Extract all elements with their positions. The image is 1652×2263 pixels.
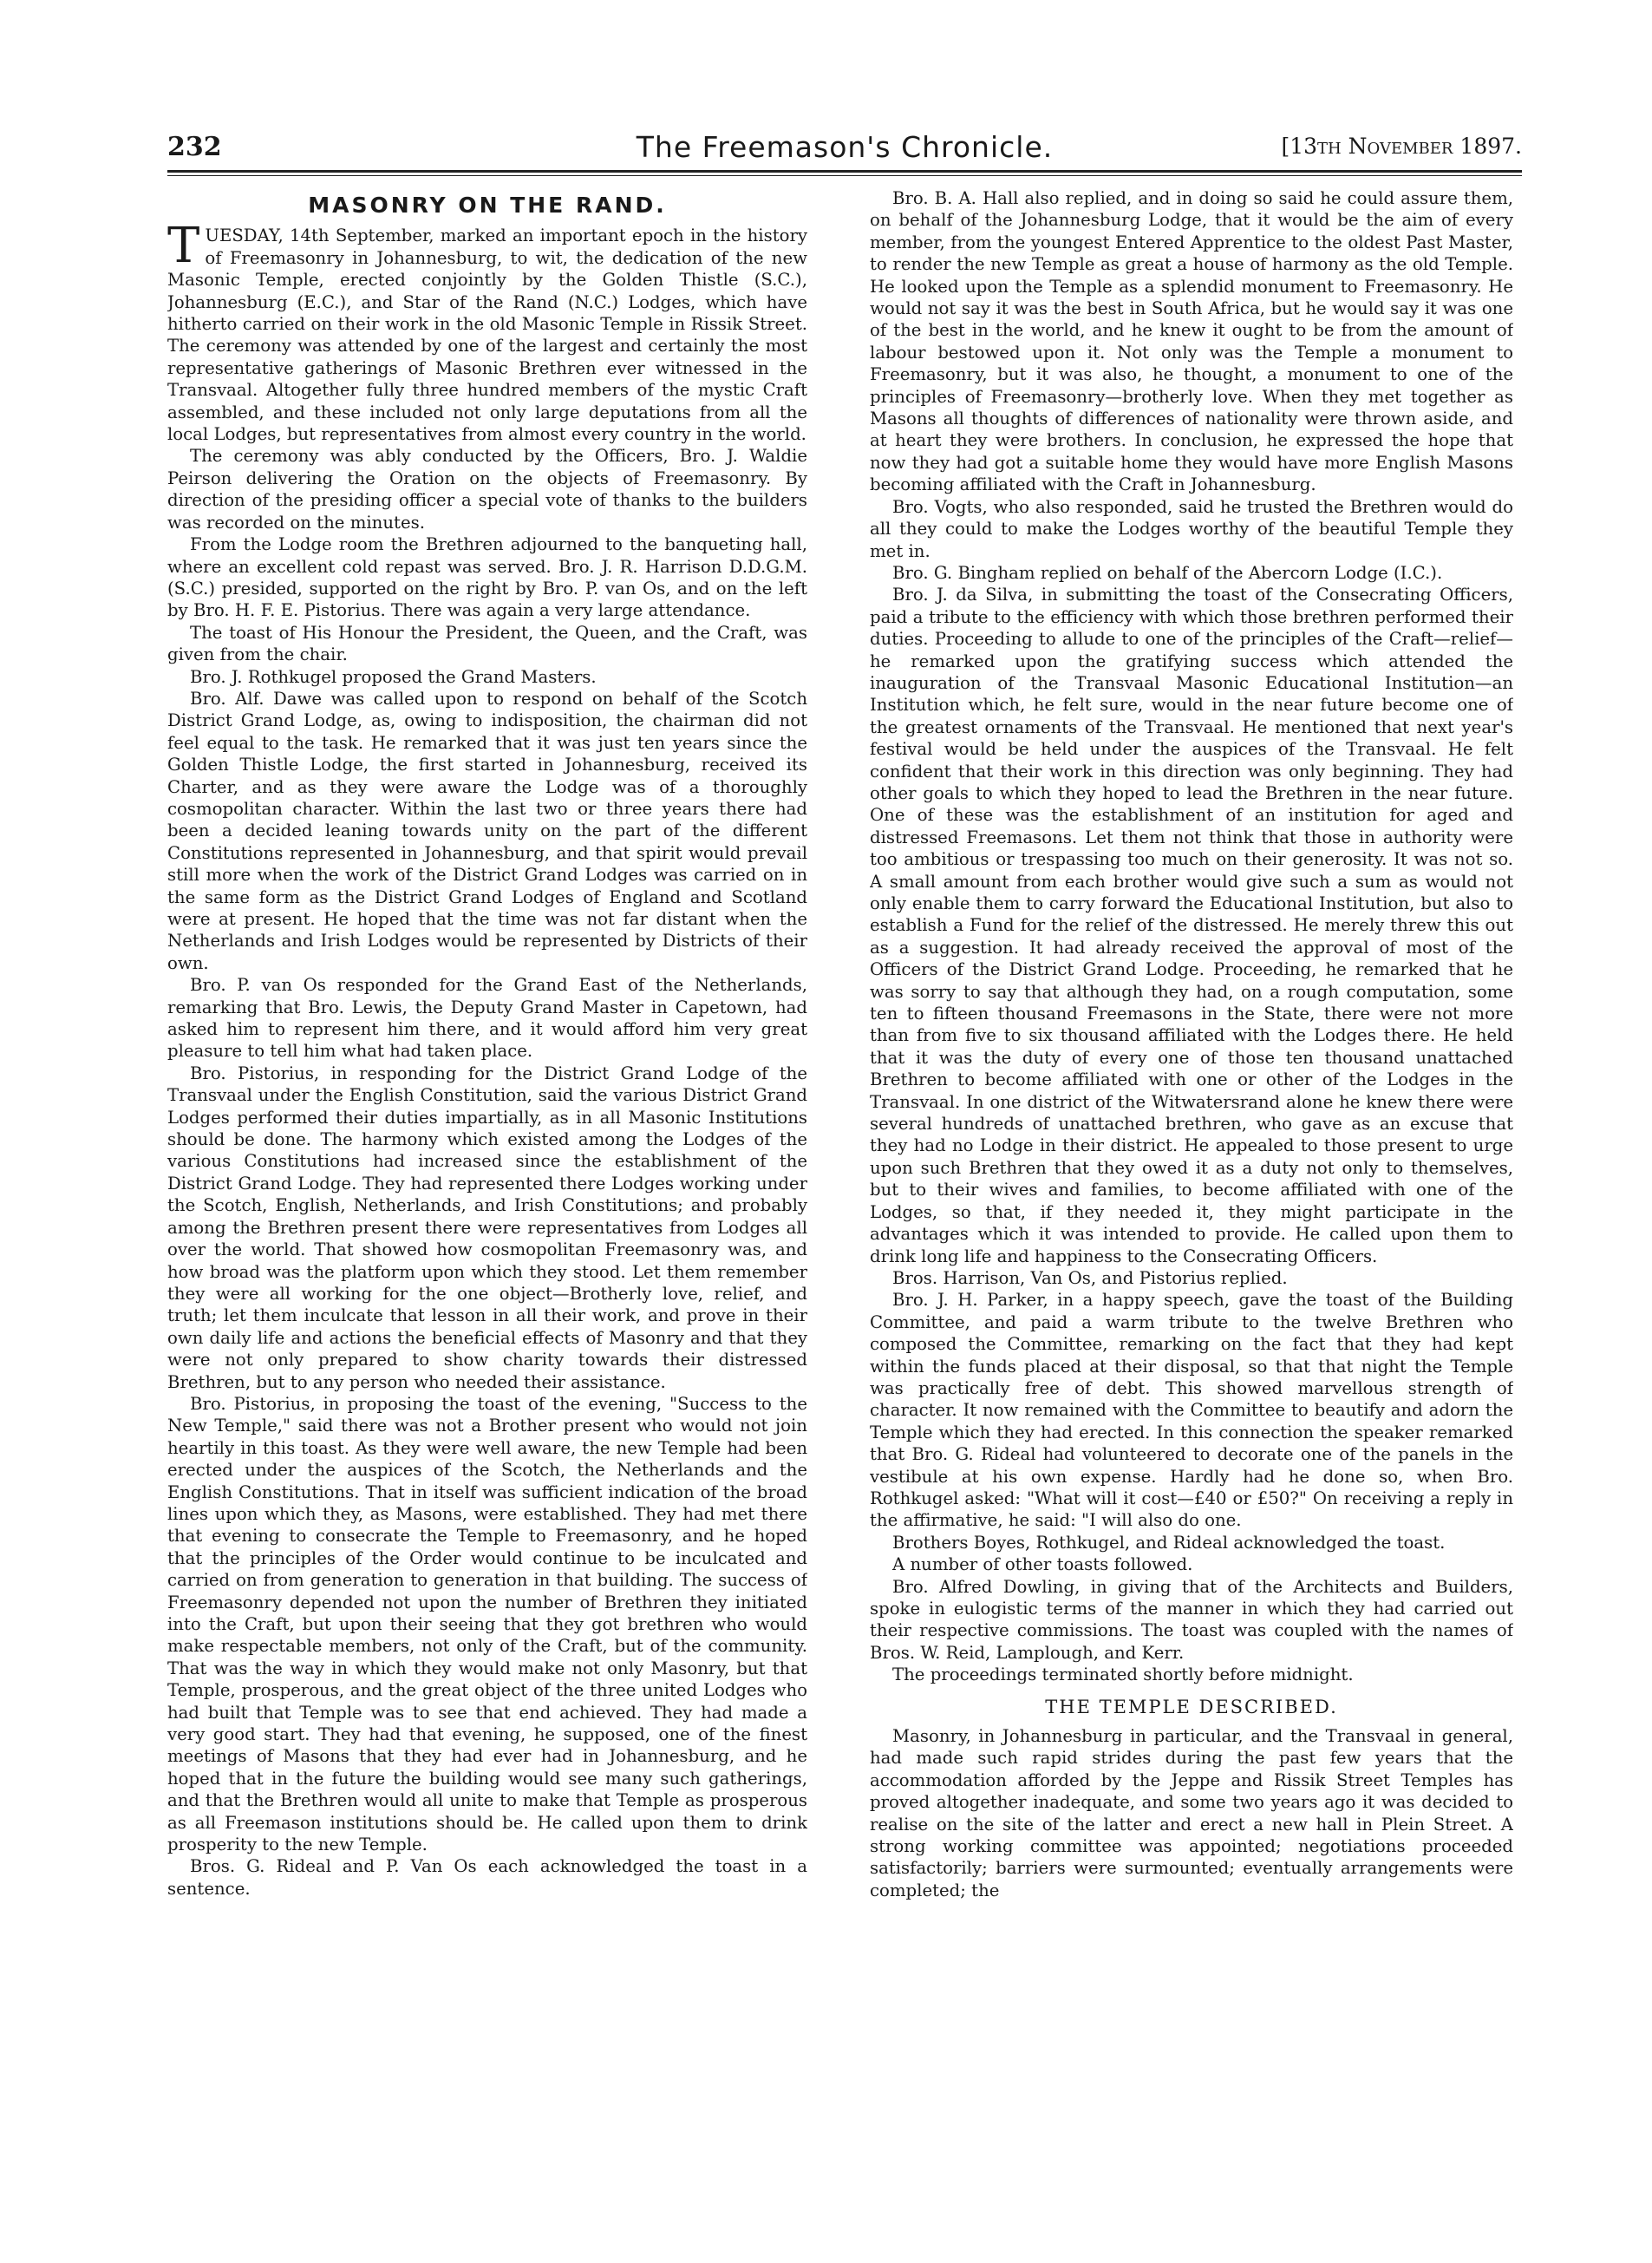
header-rule-thin	[167, 175, 1522, 176]
right-column	[870, 187, 1513, 2130]
paragraph: Masonry, in Johannesburg in particular, and the Transvaal in general, had made such rapid strides during the past few years that the accommodation afforded by the Jeppe and Rissik Street Temples has proved altogether inadequate, and some two years ago it was decided to realise on the site of the latter and erect a new hall in Plein Street. A strong working committee was appointed; negotiations proceeded satisfactorily; barriers were surmounted; eventually arrangements were completed; the	[870, 1726, 1513, 1900]
paragraph: Bro. J. Rothkugel proposed the Grand Masters.	[190, 666, 597, 687]
paragraph: The toast of His Honour the President, the Queen, and the Craft, was given from the chair.	[167, 622, 807, 665]
paragraph: Bro. Pistorius, in responding for the District Grand Lodge of the Transvaal under the English Constitution, said the various District Grand Lodges performed their duties impartially, as in all Masonic Institutions should be done. The harmony which existed among the Lodges of the various Constitutions had increased since the establishment of the District Grand Lodge. They had represented there Lodges working under the Scotch, English, Netherlands, and Irish Constitutions; and probably among the Brethren present there were representatives from Lodges all over the world. That showed how cosmopolitan Freemasonry was, and how broad was the platform upon which they stood. Let them remember they were all working for the one object—Brotherly love, relief, and truth; let them inculcate that lesson in all their work, and prove in their own daily life and actions the beneficial effects of Masonry and that they were not only prepared to show charity towards their distressed Brethren, but to any person who needed their assistance.	[167, 1063, 807, 1392]
left-column	[167, 187, 807, 2130]
paragraph: The proceedings terminated shortly before midnight.	[892, 1665, 1354, 1685]
paragraph: From the Lodge room the Brethren adjourned to the banqueting hall, where an excellent cold repast was served. Bro. J. R. Harrison D.D.G.M. (S.C.) presided, supported on the right by Bro. P. van Os, and on the left by Bro. H. F. E. Pistorius. There was again a very large attendance.	[167, 534, 807, 621]
paragraph: Bro. P. van Os responded for the Grand East of the Netherlands, remarking that Bro. Lewis, the Deputy Grand Master in Capetown, had asked him to represent him there, and it would afford him very great pleasure to tell him what had taken place.	[167, 975, 807, 1062]
paragraph: The ceremony was ably conducted by the Officers, Bro. J. Waldie Peirson delivering the Oration on the objects of Freemasonry. By direction of the presiding officer a special vote of thanks to the builders was recorded on the minutes.	[167, 446, 807, 533]
paragraph: Bro. J. da Silva, in submitting the toast of the Consecrating Officers, paid a tribute to the efficiency with which those brethren performed their duties. Proceeding to allude to one of the principles of the Craft—relief—he remarked upon the gratifying success which attended the inauguration of the Transvaal Masonic Educational Institution—an Institution which, he felt sure, would in the near future become one of the greatest ornaments of the Transvaal. He mentioned that next year's festival would be held under the auspices of the Transvaal. He felt confident that their work in this direction was only beginning. They had other goals to which they hoped to lead the Brethren in the near future. One of these was the establishment of an institution for aged and distressed Freemasons. Let them not think that those in authority were too ambitious or trespassing too much on their generosity. It was not so. A small amount from each brother would give such a sum as would not only enable them to carry forward the Educational Institution, but also to establish a Fund for the relief of the distressed. He merely threw this out as a suggestion. It had already received the approval of most of the Officers of the District Grand Lodge. Proceeding, he remarked that he was sorry to say that although they had, on a rough computation, some ten to fifteen thousand Freemasons in the State, there were not more than from five to six thousand affiliated with the Lodges there. He held that it was the duty of every one of those ten thousand unattached Brethren to become affiliated with one or other of the Lodges in the Transvaal. In one district of the Witwatersrand alone he knew there were several hundreds of unattached brethren, who gave as an excuse that they had no Lodge in their district. He appealed to those present to urge upon such Brethren that they owed it as a duty not only to themselves, but to their wives and families, to become affiliated with one of the Lodges, so that, if they needed it, they might participate in the advantages which it was intended to provide. He called upon them to drink long life and happiness to the Consecrating Officers.	[870, 585, 1513, 1266]
section-heading: THE TEMPLE DESCRIBED.	[1045, 1696, 1338, 1717]
paragraph: Bro. J. H. Parker, in a happy speech, gave the toast of the Building Committee, and paid a warm tribute to the twelve Brethren who composed the Committee, remarking on the fact that they had kept within the funds placed at their disposal, so that that night the Temple was practically free of debt. This showed marvellous strength of character. It now remained with the Committee to beautify and adorn the Temple which they had erected. In this connection the speaker remarked that Bro. G. Rideal had volunteered to decorate one of the panels in the vestibule at his own expense. Hardly had he done so, when Bro. Rothkugel asked: "What will it cost—£40 or £50?" On receiving a reply in the affirmative, he said: "I will also do one.	[870, 1290, 1513, 1531]
page-header	[167, 130, 1522, 167]
paragraph: A number of other toasts followed.	[892, 1554, 1193, 1575]
paragraph: Brothers Boyes, Rothkugel, and Rideal acknowledged the toast.	[892, 1532, 1446, 1553]
paragraph: Bro. Alf. Dawe was called upon to respond on behalf of the Scotch District Grand Lodge, as, owing to indisposition, the chairman did not feel equal to the task. He remarked that it was just ten years since the Golden Thistle Lodge, the first started in Johannesburg, received its Charter, and as they were aware the Lodge was of a thoroughly cosmopolitan character. Within the last two or three years there had been a decided leaning towards unity on the part of the different Constitutions represented in Johannesburg, and that spirit would prevail still more when the work of the District Grand Lodges was carried on in the same form as the District Grand Lodges of England and Scotland were at present. He hoped that the time was not far distant when the Netherlands and Irish Lodges would be represented by Districts of their own.	[167, 688, 807, 973]
paragraph: Bros. Harrison, Van Os, and Pistorius replied.	[892, 1267, 1288, 1288]
paragraph: Bro. Vogts, who also responded, said he trusted the Brethren would do all they could to make the Lodges worthy of the beautiful Temple they met in.	[870, 496, 1513, 561]
article-title: MASONRY ON THE RAND.	[308, 193, 667, 218]
paragraph: Bros. G. Rideal and P. Van Os each acknowledged the toast in a sentence.	[167, 1856, 807, 1899]
lead-paragraph-text: UESDAY, 14th September, marked an important epoch in the history of Freemasonry in Johannesburg, to wit, the dedication of the new Masonic Temple, erected conjointly by the Golden Thistle (S.C.), Johannesburg (E.C.), and Star of the Rand (N.C.) Lodges, which have hitherto carried on their work in the old Masonic Temple in Rissik Street. The ceremony was attended by one of the largest and certainly the most representative gatherings of Masonic Brethren ever witnessed in the Transvaal. Altogether fully three hundred members of the mystic Craft assembled, and these included not only large deputations from all the local Lodges, but representatives from almost every country in the world.	[167, 226, 807, 445]
paragraph: Bro. Alfred Dowling, in giving that of the Architects and Builders, spoke in eulogistic terms of the manner in which they had carried out their respective commissions. The toast was coupled with the names of Bros. W. Reid, Lamplough, and Kerr.	[870, 1576, 1513, 1663]
paragraph: Bro. G. Bingham replied on behalf of the Abercorn Lodge (I.C.).	[892, 562, 1443, 583]
paragraph: Bro. B. A. Hall also replied, and in doing so said he could assure them, on behalf of the Johannesburg Lodge, that it would be the aim of every member, from the youngest Entered Apprentice to the oldest Past Master, to render the new Temple as great a house of harmony as the old Temple. He looked upon the Temple as a splendid monument to Freemasonry. He would not say it was the best in South Africa, but he would say it was one of the best in the world, and he knew it ought to be from the amount of labour bestowed upon it. Not only was the Temple a monument to Freemasonry, but it was also, he thought, a monument to one of the principles of Freemasonry—brotherly love. When they met together as Masons all thoughts of differences of nationality were thrown aside, and at heart they were brothers. In conclusion, he expressed the hope that now they had got a suitable home they would have more English Masons becoming affiliated with the Craft in Johannesburg.	[870, 188, 1513, 495]
paragraph: Bro. Pistorius, in proposing the toast of the evening, "Success to the New Temple," said there was not a Brother present who would not join heartily in this toast. As they were well aware, the new Temple had been erected under the auspices of the Scotch, the Netherlands and the English Constitutions. That in itself was sufficient indication of the broad lines upon which they, as Masons, were established. They had met there that evening to consecrate the Temple to Freemasonry, and he hoped that the principles of the Order would continue to be inculcated and carried on from generation to generation in that building. The success of Freemasonry depended not upon the number of Brethren they initiated into the Craft, but upon their seeing that they got brethren who would make respectable members, not only of the Craft, but of the community. That was the way in which they would make not only Masonry, but that Temple, prosperous, and the great object of the three united Lodges who had built that Temple was to see that end achieved. They had made a very good start. They had that evening, he supposed, one of the finest meetings of Masons that they had ever had in Johannesburg, and he hoped that in the future the building would see many such gatherings, and that the Brethren would all unite to make that Temple as prosperous as all Freemason institutions should be. He called upon them to drink prosperity to the new Temple.	[167, 1393, 807, 1855]
page-number: 232	[167, 132, 222, 162]
drop-cap: T	[167, 218, 200, 275]
lead-paragraph	[167, 218, 807, 445]
publication-title: The Freemason's Chronicle.	[636, 130, 1054, 164]
header-rule	[167, 170, 1522, 173]
issue-date: [13th November 1897.	[1281, 134, 1522, 159]
